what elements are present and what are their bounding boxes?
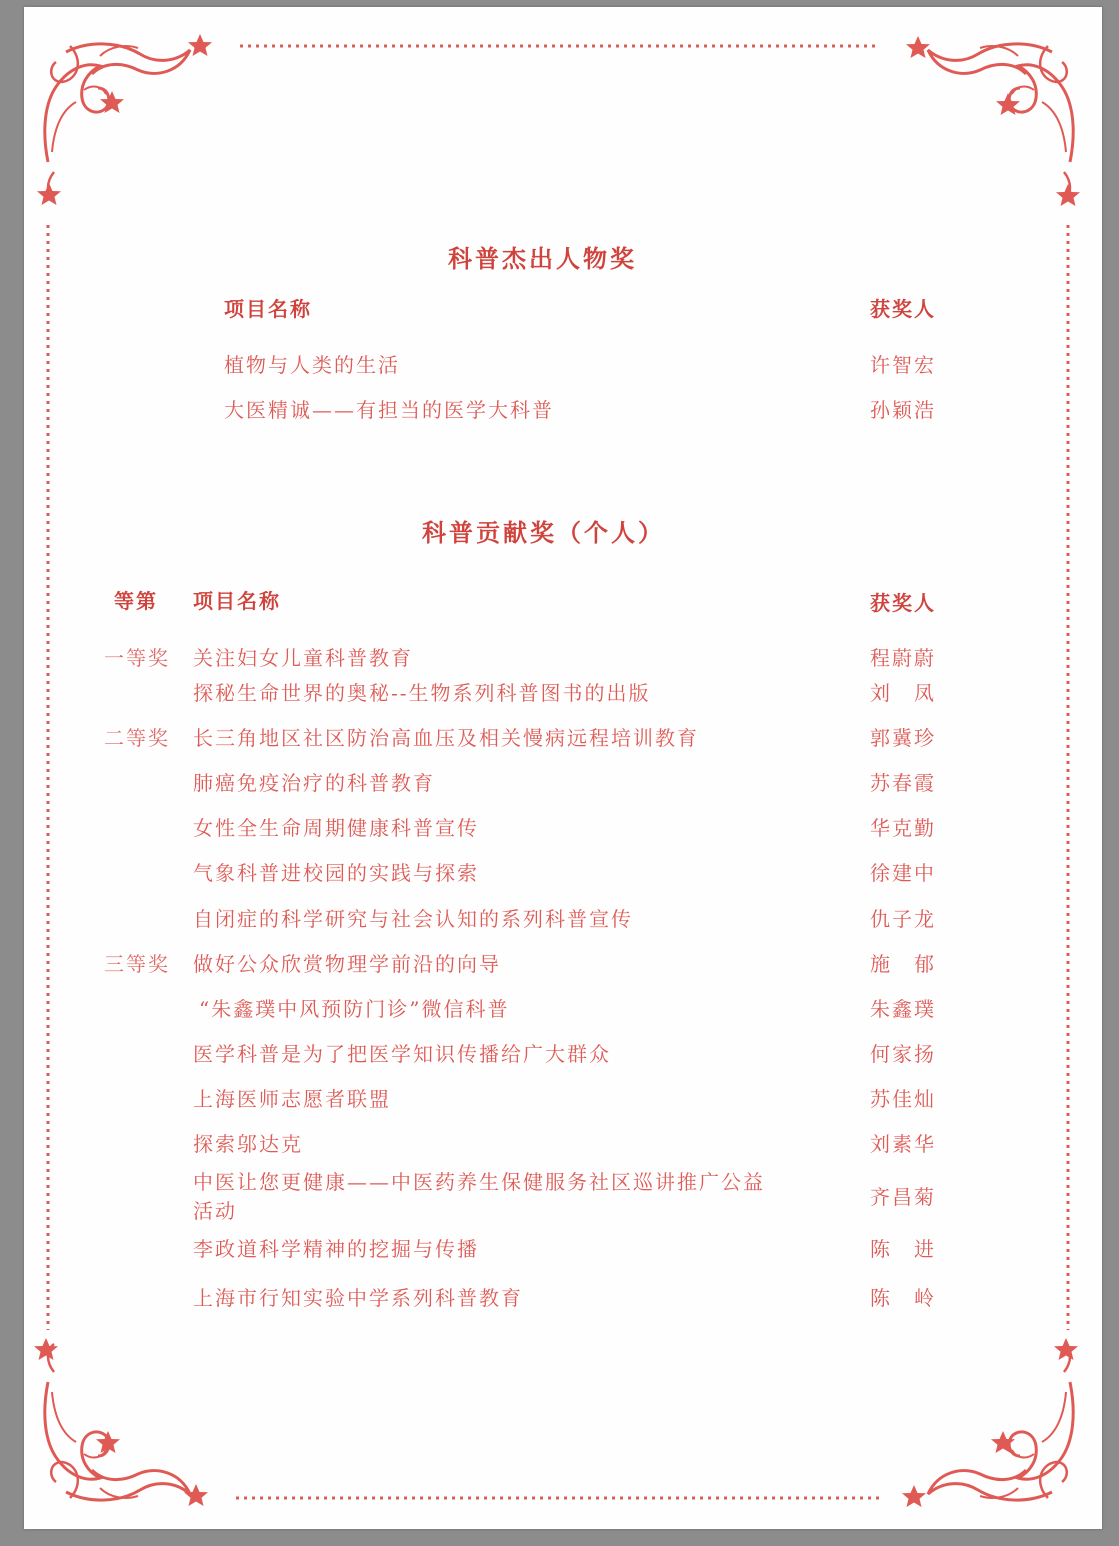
section2-row-project: 长三角地区社区防治高血压及相关慢病远程培训教育	[193, 726, 699, 750]
section2-row-winner: 华克勤	[870, 816, 936, 840]
section2-row-project: 自闭症的科学研究与社会认知的系列科普宣传	[193, 907, 633, 931]
section2-row-winner: 程蔚蔚	[870, 646, 936, 670]
section2-row-winner: 苏佳灿	[870, 1087, 936, 1111]
section2-row-project: 上海医师志愿者联盟	[193, 1087, 391, 1111]
document-page	[24, 7, 1102, 1529]
section2-row-project: 上海市行知实验中学系列科普教育	[193, 1286, 523, 1310]
section2-row-winner: 施 郁	[870, 952, 936, 976]
section2-row-winner: 齐昌菊	[870, 1185, 936, 1209]
section2-row-winner: 刘 凤	[870, 681, 936, 705]
section1-col-project: 项目名称	[224, 297, 312, 321]
section2-row-winner: 仇子龙	[870, 907, 936, 931]
section2-row-winner: 何家扬	[870, 1042, 936, 1066]
section2-row-project: 肺癌免疫治疗的科普教育	[193, 771, 435, 795]
section2-row-project: 做好公众欣赏物理学前沿的向导	[193, 952, 501, 976]
section2-row-winner: 徐建中	[870, 861, 936, 885]
section2-row-project: 医学科普是为了把医学知识传播给广大群众	[193, 1042, 611, 1066]
section2-row-winner: 苏春霞	[870, 771, 936, 795]
section2-row-project: 关注妇女儿童科普教育	[193, 646, 413, 670]
grade-label: 一等奖	[104, 646, 170, 670]
grade-label: 三等奖	[104, 952, 170, 976]
section2-row-winner: 陈 岭	[870, 1286, 936, 1310]
section2-row-project: 中医让您更健康——中医药养生保健服务社区巡讲推广公益	[193, 1170, 765, 1194]
section2-row-project: 女性全生命周期健康科普宣传	[193, 816, 479, 840]
section2-row-project: 探索邬达克	[193, 1132, 303, 1156]
section2-row-winner: 郭冀珍	[870, 726, 936, 750]
section2-col-project: 项目名称	[193, 589, 281, 613]
section2-title: 科普贡献奖（个人）	[422, 518, 665, 547]
section2-row-winner: 朱鑫璞	[870, 997, 936, 1021]
section1-col-winner: 获奖人	[870, 297, 936, 321]
section2-col-winner: 获奖人	[870, 591, 936, 615]
section1-row-project: 大医精诚——有担当的医学大科普	[224, 398, 554, 422]
section2-row-winner: 刘素华	[870, 1132, 936, 1156]
section1-title: 科普杰出人物奖	[448, 244, 637, 273]
section2-row-winner: 陈 进	[870, 1237, 936, 1261]
section2-row-project: 气象科普进校园的实践与探索	[193, 861, 479, 885]
grade-label: 二等奖	[104, 726, 170, 750]
section1-row-winner: 许智宏	[870, 353, 936, 377]
section1-row-winner: 孙颖浩	[870, 398, 936, 422]
section2-row-project: “朱鑫璞中风预防门诊”微信科普	[199, 997, 510, 1021]
section1-row-project: 植物与人类的生活	[224, 353, 400, 377]
section2-col-grade: 等第	[114, 589, 158, 613]
section2-row-project: 探秘生命世界的奥秘--生物系列科普图书的出版	[193, 681, 651, 705]
section2-row-project-line2: 活动	[193, 1199, 237, 1223]
section2-row-project: 李政道科学精神的挖掘与传播	[193, 1237, 479, 1261]
